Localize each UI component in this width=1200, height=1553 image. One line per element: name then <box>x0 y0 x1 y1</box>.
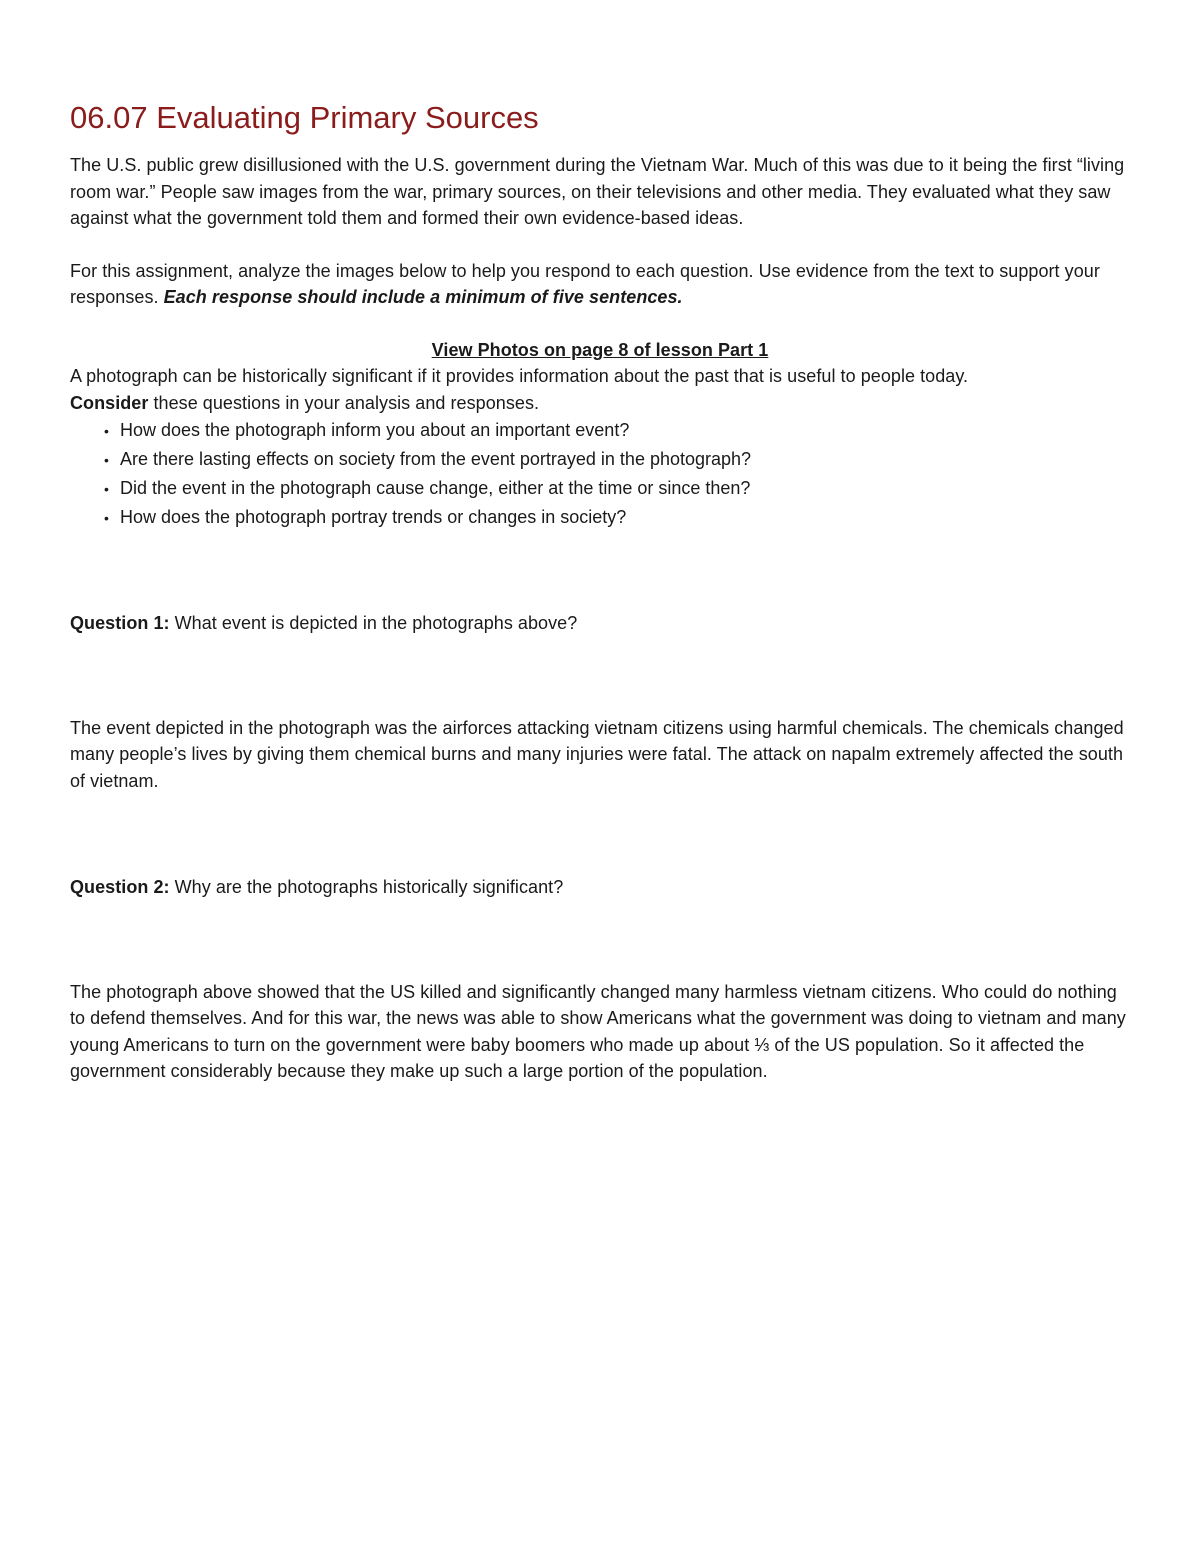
question-2-label: Question 2: <box>70 877 170 897</box>
assignment-text: For this assignment, analyze the images below to help you respond to each question. Use evidence from the text to support your responses. <box>70 260 1100 307</box>
list-item-text: Are there lasting effects on society from the event portrayed in the photograph? <box>120 449 752 469</box>
list-item <box>104 416 1130 445</box>
answer-1: The event depicted in the photograph was the airforces attacking vietnam citizens using harmful chemicals. The chemicals changed many people’s lives by giving them chemical burns and many injuries were fatal. The attack on napalm extremely affected the south of vietnam. <box>70 717 1124 791</box>
consider-line <box>70 390 1130 417</box>
question-2 <box>70 874 1130 901</box>
consider-rest: these questions in your analysis and responses. <box>148 392 540 413</box>
question-1 <box>70 610 1130 637</box>
question-1-text: What event is depicted in the photographs above? <box>169 613 578 633</box>
question-list <box>70 416 1130 532</box>
list-item <box>104 503 1130 532</box>
list-item-text: Did the event in the photograph cause change, either at the time or since then? <box>120 478 751 498</box>
intro-paragraph: The U.S. public grew disillusioned with the U.S. government during the Vietnam War. Much of this was due to it being the first “living room war.” People saw images from the war, primary sources, on their televisions and other media. They evaluated what they saw against what the government told them and formed their own evidence-based ideas. <box>70 155 1125 228</box>
assignment-paragraph <box>70 258 1130 311</box>
list-item-text: How does the photograph portray trends or changes in society? <box>120 507 627 527</box>
bullet-icon: • <box>104 423 109 439</box>
consider-bold: Consider <box>70 392 149 413</box>
assignment-emphasis: Each response should include a minimum of five sentences. <box>163 287 683 307</box>
question-1-label: Question 1: <box>70 613 170 633</box>
bullet-icon: • <box>104 481 109 497</box>
document-page <box>70 98 1130 1085</box>
bullet-icon: • <box>104 452 109 468</box>
answer-2: The photograph above showed that the US killed and significantly changed many harmless vietnam citizens. Who could do nothing to defend themselves. And for this war, the news was able to show Americans what the government was doing to vietnam and many young Americans to turn on the government were baby boomers who made up about ⅓ of the US population. So it affected the government considerably because they make up such a large portion of the population. <box>70 981 1126 1081</box>
bullet-icon: • <box>104 510 109 526</box>
list-item <box>104 474 1130 503</box>
significance-text: A photograph can be historically significant if it provides information about the past that is useful to people today. <box>70 366 969 386</box>
list-item-text: How does the photograph inform you about an important event? <box>120 420 630 440</box>
list-item <box>104 445 1130 474</box>
photos-link[interactable]: View Photos on page 8 of lesson Part 1 <box>431 339 769 360</box>
page-title: 06.07 Evaluating Primary Sources <box>70 100 539 135</box>
question-2-text: Why are the photographs historically significant? <box>169 877 564 897</box>
